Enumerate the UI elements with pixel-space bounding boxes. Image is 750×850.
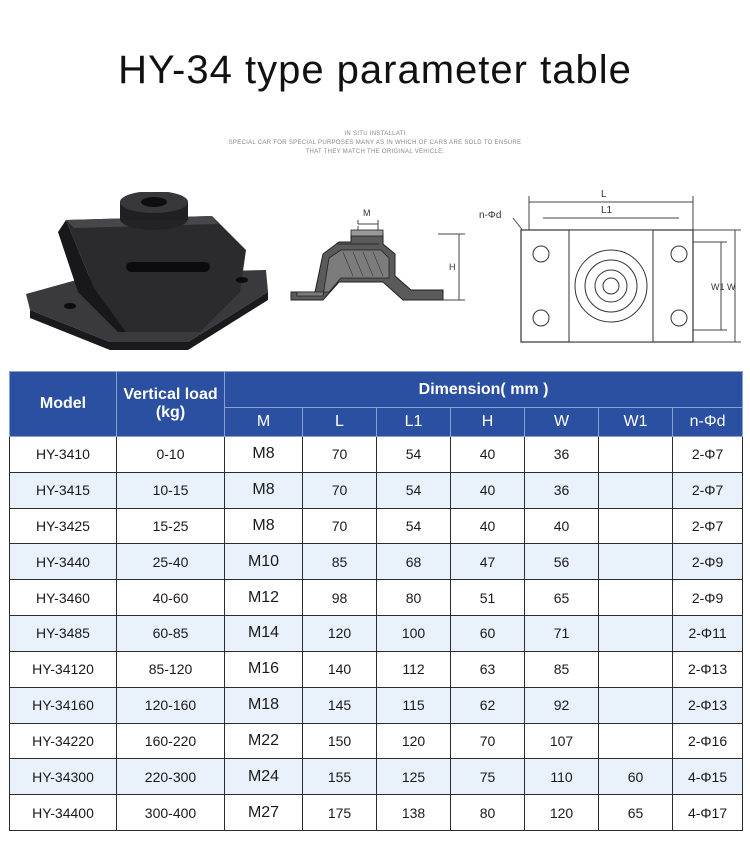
cell-l1: 80 bbox=[377, 580, 451, 616]
cell-model: HY-3425 bbox=[10, 508, 117, 544]
cell-load: 10-15 bbox=[117, 472, 225, 508]
cell-w1 bbox=[599, 508, 673, 544]
cell-l1: 112 bbox=[377, 651, 451, 687]
cell-nd: 2-Φ7 bbox=[673, 472, 743, 508]
section-drawing bbox=[283, 196, 473, 316]
cell-w1 bbox=[599, 580, 673, 616]
cell-w: 36 bbox=[525, 472, 599, 508]
cell-model: HY-3460 bbox=[10, 580, 117, 616]
cell-l: 140 bbox=[303, 651, 377, 687]
cell-w: 36 bbox=[525, 437, 599, 473]
cell-m: M10 bbox=[225, 544, 303, 580]
table-row bbox=[10, 795, 743, 831]
cell-w1 bbox=[599, 472, 673, 508]
cell-model: HY-34160 bbox=[10, 687, 117, 723]
header-l1: L1 bbox=[377, 408, 451, 437]
cell-h: 40 bbox=[451, 472, 525, 508]
cell-nd: 4-Φ15 bbox=[673, 759, 743, 795]
header-vertical-load-label: Vertical load bbox=[123, 386, 218, 403]
cell-l: 120 bbox=[303, 616, 377, 652]
header-vertical-load bbox=[117, 372, 225, 437]
cell-l1: 100 bbox=[377, 616, 451, 652]
cell-h: 40 bbox=[451, 508, 525, 544]
header-l: L bbox=[303, 408, 377, 437]
label-w1: W1 bbox=[711, 282, 725, 292]
cell-m: M22 bbox=[225, 723, 303, 759]
cell-m: M18 bbox=[225, 687, 303, 723]
cell-nd: 4-Φ17 bbox=[673, 795, 743, 831]
table-row bbox=[10, 651, 743, 687]
cell-h: 62 bbox=[451, 687, 525, 723]
cell-m: M24 bbox=[225, 759, 303, 795]
product-photo bbox=[18, 192, 278, 352]
label-m: M bbox=[363, 208, 371, 218]
cell-model: HY-34300 bbox=[10, 759, 117, 795]
header-nd: n-Φd bbox=[673, 408, 743, 437]
cell-w: 120 bbox=[525, 795, 599, 831]
label-l1: L1 bbox=[601, 205, 613, 216]
cell-l: 150 bbox=[303, 723, 377, 759]
cell-model: HY-3485 bbox=[10, 616, 117, 652]
cell-l1: 54 bbox=[377, 437, 451, 473]
cell-w: 65 bbox=[525, 580, 599, 616]
label-w: W bbox=[727, 282, 736, 292]
cell-nd: 2-Φ16 bbox=[673, 723, 743, 759]
cell-w: 92 bbox=[525, 687, 599, 723]
cell-model: HY-34400 bbox=[10, 795, 117, 831]
header-m: M bbox=[225, 408, 303, 437]
drawing-caption-line2: SPECIAL CAR FOR SPECIAL PURPOSES MANY AS IN WHICH OF CARS ARE SOLD TO ENSURE bbox=[228, 140, 522, 146]
cell-w: 40 bbox=[525, 508, 599, 544]
cell-nd: 2-Φ13 bbox=[673, 687, 743, 723]
cell-model: HY-34120 bbox=[10, 651, 117, 687]
header-w1: W1 bbox=[599, 408, 673, 437]
table-row bbox=[10, 687, 743, 723]
cell-l1: 120 bbox=[377, 723, 451, 759]
table-row bbox=[10, 580, 743, 616]
table-row bbox=[10, 437, 743, 473]
cell-w: 110 bbox=[525, 759, 599, 795]
cell-w1 bbox=[599, 437, 673, 473]
cell-l: 155 bbox=[303, 759, 377, 795]
label-nd: n-Φd bbox=[479, 210, 502, 221]
cell-nd: 2-Φ7 bbox=[673, 508, 743, 544]
cell-load: 15-25 bbox=[117, 508, 225, 544]
cell-h: 75 bbox=[451, 759, 525, 795]
table-row bbox=[10, 616, 743, 652]
cell-nd: 2-Φ9 bbox=[673, 544, 743, 580]
cell-w1: 65 bbox=[599, 795, 673, 831]
cell-l1: 115 bbox=[377, 687, 451, 723]
cell-w: 107 bbox=[525, 723, 599, 759]
header-model: Model bbox=[10, 372, 117, 437]
cell-m: M8 bbox=[225, 437, 303, 473]
cell-w1 bbox=[599, 616, 673, 652]
cell-w: 85 bbox=[525, 651, 599, 687]
cell-nd: 2-Φ9 bbox=[673, 580, 743, 616]
cell-l: 85 bbox=[303, 544, 377, 580]
table-body bbox=[10, 437, 743, 831]
cell-l1: 54 bbox=[377, 472, 451, 508]
cell-l1: 54 bbox=[377, 508, 451, 544]
cell-l: 70 bbox=[303, 472, 377, 508]
cell-w1 bbox=[599, 723, 673, 759]
table-row bbox=[10, 508, 743, 544]
cell-load: 25-40 bbox=[117, 544, 225, 580]
cell-l1: 138 bbox=[377, 795, 451, 831]
header-h: H bbox=[451, 408, 525, 437]
header-vertical-load-unit: (kg) bbox=[155, 404, 186, 421]
cell-l1: 68 bbox=[377, 544, 451, 580]
page-title: HY-34 type parameter table bbox=[118, 48, 632, 92]
cell-l: 70 bbox=[303, 508, 377, 544]
cell-l: 175 bbox=[303, 795, 377, 831]
cell-model: HY-3415 bbox=[10, 472, 117, 508]
drawing-caption-line1: IN SITU INSTALLATI bbox=[344, 131, 406, 137]
table-row bbox=[10, 472, 743, 508]
cell-w1 bbox=[599, 651, 673, 687]
header-dimension: Dimension( mm ) bbox=[225, 372, 743, 408]
cell-m: M12 bbox=[225, 580, 303, 616]
cell-h: 40 bbox=[451, 437, 525, 473]
header-w: W bbox=[525, 408, 599, 437]
table-row bbox=[10, 723, 743, 759]
cell-m: M14 bbox=[225, 616, 303, 652]
cell-h: 51 bbox=[451, 580, 525, 616]
label-l: L bbox=[601, 189, 607, 200]
cell-model: HY-34220 bbox=[10, 723, 117, 759]
cell-h: 60 bbox=[451, 616, 525, 652]
cell-nd: 2-Φ13 bbox=[673, 651, 743, 687]
plan-drawing bbox=[475, 182, 745, 357]
cell-m: M16 bbox=[225, 651, 303, 687]
cell-load: 60-85 bbox=[117, 616, 225, 652]
cell-h: 63 bbox=[451, 651, 525, 687]
cell-load: 120-160 bbox=[117, 687, 225, 723]
parameter-table bbox=[9, 371, 743, 831]
cell-model: HY-3440 bbox=[10, 544, 117, 580]
cell-m: M27 bbox=[225, 795, 303, 831]
cell-load: 40-60 bbox=[117, 580, 225, 616]
cell-l: 145 bbox=[303, 687, 377, 723]
cell-w: 71 bbox=[525, 616, 599, 652]
cell-h: 80 bbox=[451, 795, 525, 831]
cell-h: 70 bbox=[451, 723, 525, 759]
cell-nd: 2-Φ7 bbox=[673, 437, 743, 473]
cell-w1 bbox=[599, 544, 673, 580]
table-row bbox=[10, 544, 743, 580]
cell-w1 bbox=[599, 687, 673, 723]
cell-nd: 2-Φ11 bbox=[673, 616, 743, 652]
cell-w: 56 bbox=[525, 544, 599, 580]
cell-load: 85-120 bbox=[117, 651, 225, 687]
cell-l: 98 bbox=[303, 580, 377, 616]
cell-load: 0-10 bbox=[117, 437, 225, 473]
table-row bbox=[10, 759, 743, 795]
cell-h: 47 bbox=[451, 544, 525, 580]
cell-load: 160-220 bbox=[117, 723, 225, 759]
cell-w1: 60 bbox=[599, 759, 673, 795]
label-h: H bbox=[449, 262, 456, 272]
cell-m: M8 bbox=[225, 472, 303, 508]
cell-l1: 125 bbox=[377, 759, 451, 795]
cell-model: HY-3410 bbox=[10, 437, 117, 473]
cell-load: 300-400 bbox=[117, 795, 225, 831]
cell-load: 220-300 bbox=[117, 759, 225, 795]
cell-l: 70 bbox=[303, 437, 377, 473]
cell-m: M8 bbox=[225, 508, 303, 544]
drawing-caption-line3: THAT THEY MATCH THE ORIGINAL VEHICLE. bbox=[305, 149, 445, 155]
